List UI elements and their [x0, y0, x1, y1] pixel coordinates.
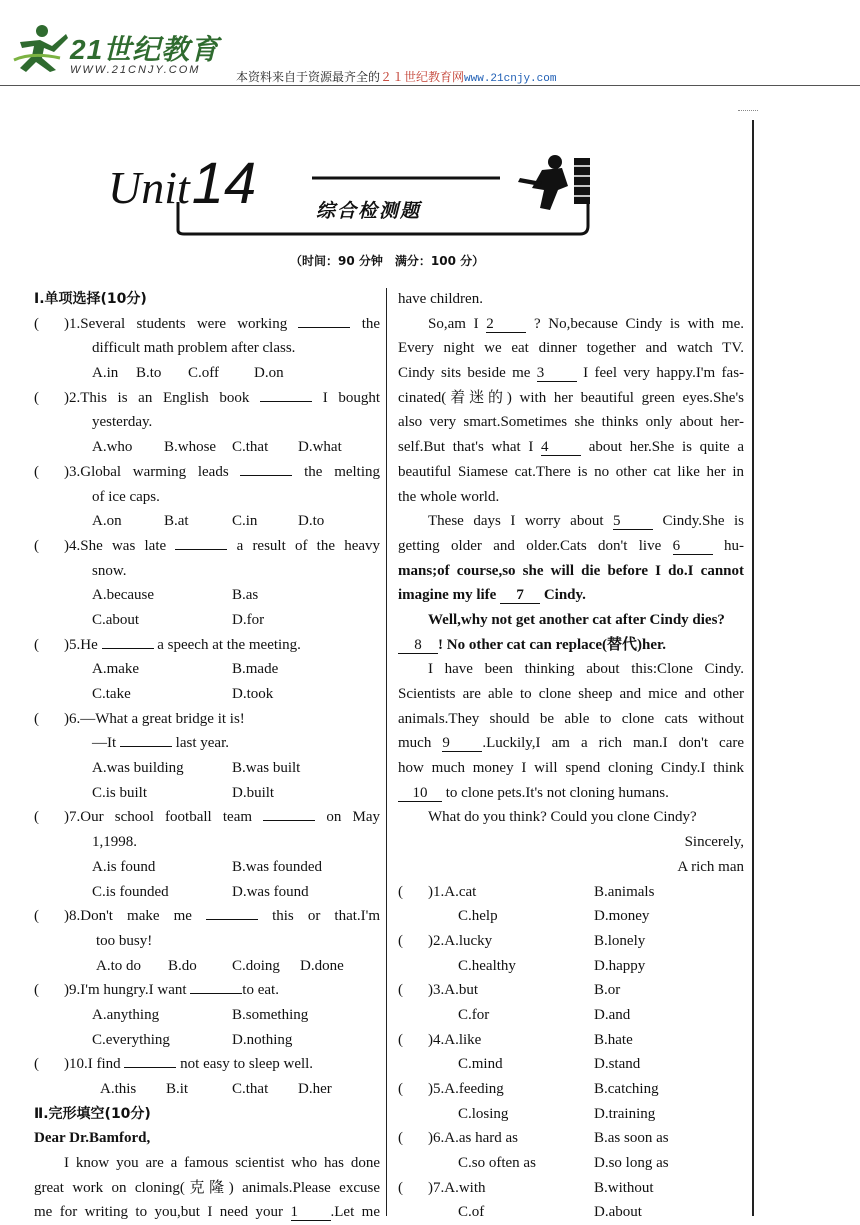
passage-text: imagine my life 7 Cindy.: [398, 587, 586, 604]
cloze-option-row: ( )4.A.like B.hate: [398, 1031, 633, 1048]
question-text: of ice caps.: [92, 488, 160, 505]
options-row: A.on B.at C.in D.to: [92, 513, 325, 530]
letter-closing: Sincerely,: [684, 834, 744, 851]
cloze-blank-10[interactable]: 10: [398, 785, 442, 802]
passage-text: beautiful Siamese cat.There is no other cat like her in: [398, 463, 744, 480]
passage-text: also very smart.Sometimes she thinks only about her-: [398, 414, 744, 431]
cloze-option-row: ( )7.A.with B.without: [398, 1179, 654, 1196]
cloze-blank-6[interactable]: 6: [673, 538, 713, 555]
cloze-blank-5[interactable]: 5: [613, 513, 653, 530]
options-row: A.this B.it C.that D.her: [100, 1081, 332, 1097]
passage-text: cinated(着迷的) with her beautiful green eyes.She's: [398, 389, 744, 406]
options-row: A.make B.made: [92, 661, 279, 678]
question-text: —It last year.: [92, 735, 229, 752]
logo-url: WWW.21CNJY.COM: [70, 64, 201, 76]
question-5: ( )5.He a speech at the meeting.: [34, 636, 301, 653]
question-10: ( )10.I find not easy to sleep well.: [34, 1056, 314, 1073]
cloze-blank-9[interactable]: 9: [442, 735, 482, 752]
source-brand-link[interactable]: ２１世纪教育网: [380, 70, 465, 84]
section-title-part2: Ⅱ.完形填空(10分): [34, 1105, 151, 1122]
question-3: ( )3.Global warming leads the melting: [34, 463, 381, 480]
options-row: A.was building B.was built: [92, 760, 301, 777]
cloze-option-row: C.so often as D.so long as: [458, 1155, 669, 1172]
cloze-option-row: C.help D.money: [458, 908, 650, 925]
question-2: ( )2.This is an English book I bought: [34, 389, 381, 406]
answer-blank[interactable]: [298, 327, 350, 328]
figure-with-books-icon: [518, 155, 590, 210]
question-8: ( )8.Don't make me this or that.I'm: [34, 908, 381, 925]
cloze-blank-4[interactable]: 4: [541, 439, 581, 456]
options-row: C.is built D.built: [92, 784, 275, 801]
question-text: difficult math problem after class.: [92, 340, 296, 357]
letter-text: I know you are a famous scientist who has done: [64, 1155, 380, 1172]
cloze-blank-7[interactable]: 7: [500, 587, 540, 604]
source-note: [236, 68, 556, 85]
cloze-option-row: C.for D.and: [458, 1006, 631, 1023]
question-text: yesterday.: [92, 414, 153, 431]
options-row: A.who B.whose C.that D.what: [92, 439, 342, 456]
passage-text: animals.They should be able to clone cats without: [398, 710, 744, 727]
cloze-blank-3[interactable]: 3: [537, 365, 577, 382]
answer-blank[interactable]: [263, 820, 315, 821]
passage-text: getting older and older.Cats don't live 6 hu-: [398, 537, 745, 554]
column-divider: [386, 288, 387, 1216]
answer-blank[interactable]: [260, 401, 312, 402]
source-prefix: 本资料来自于资源最齐全的: [236, 70, 381, 84]
question-6: ( )6.—What a great bridge it is!: [34, 710, 245, 727]
options-row: A.in B.to C.off D.on: [92, 365, 284, 382]
options-row: A.is found B.was founded: [92, 858, 322, 875]
passage-text: These days I worry about 5 Cindy.She is: [428, 513, 744, 530]
cloze-option-row: ( )3.A.but B.or: [398, 982, 621, 999]
runner-logo-icon: [12, 22, 72, 74]
right-border: [752, 120, 754, 1216]
passage-text: Scientists are able to clone sheep and mice and other: [398, 686, 744, 702]
question-7: ( )7.Our school football team on May: [34, 809, 381, 826]
cloze-blank-1[interactable]: 1: [291, 1204, 331, 1221]
passage-text: mans;of course,so she will die before I do.I cannot: [398, 562, 744, 579]
passage-text: So,am I 2 ? No,because Cindy is with me.: [428, 315, 744, 332]
answer-blank[interactable]: [175, 549, 227, 550]
cloze-option-row: ( )6.A.as hard as B.as soon as: [398, 1130, 669, 1147]
letter-text: me for writing to you,but I need your 1 .Let me: [34, 1204, 380, 1221]
question-text: too busy!: [96, 932, 153, 949]
question-1: ( )1.Several students were working the: [34, 315, 381, 332]
passage-text: self.But that's what I 4 about her.She is quite a: [398, 439, 745, 456]
passage-text: Cindy sits beside me 3 I feel very happy.I'm fas-: [398, 365, 745, 382]
answer-blank[interactable]: [120, 746, 172, 747]
cloze-option-row: C.healthy D.happy: [458, 957, 646, 974]
passage-text: I have been thinking about this:Clone Cindy.: [428, 661, 744, 678]
question-9: ( )9.I'm hungry.I want to eat.: [34, 982, 279, 999]
options-row: C.is founded D.was found: [92, 883, 309, 900]
right-column: [398, 287, 744, 1225]
question-text: snow.: [92, 562, 127, 579]
section-title-part1: Ⅰ.单项选择(10分): [34, 291, 147, 307]
passage-text: have children.: [398, 291, 483, 307]
time-info: （时间：90 分钟 满分：100 分）: [290, 254, 485, 268]
cloze-blank-8[interactable]: 8: [398, 637, 438, 654]
cloze-option-row: ( )5.A.feeding B.catching: [398, 1081, 659, 1097]
options-row: A.to do B.do C.doing D.done: [96, 957, 344, 974]
answer-blank[interactable]: [102, 648, 154, 649]
options-row: C.everything D.nothing: [92, 1031, 293, 1048]
cloze-option-row: ( )1.A.cat B.animals: [398, 883, 655, 900]
cloze-blank-2[interactable]: 2: [486, 316, 526, 333]
title-frame: [170, 150, 610, 240]
question-4: ( )4.She was late a result of the heavy: [34, 537, 381, 554]
passage-text: how much money I will spend cloning Cindy.I think: [398, 760, 744, 777]
cloze-option-row: C.losing D.training: [458, 1105, 656, 1122]
answer-blank[interactable]: [190, 993, 242, 994]
options-row: A.because B.as: [92, 587, 259, 604]
source-url-link[interactable]: www.21cnjy.com: [464, 73, 557, 85]
passage-text: 10 to clone pets.It's not cloning humans.: [398, 781, 744, 806]
answer-blank[interactable]: [124, 1067, 176, 1068]
header-rule: [0, 85, 860, 86]
question-text: 1,1998.: [92, 834, 137, 851]
passage-text: Well,why not get another cat after Cindy dies?: [428, 611, 725, 628]
options-row: C.about D.for: [92, 611, 265, 628]
left-column: [34, 287, 380, 1225]
unit-word: Unit: [108, 162, 190, 213]
letter-greeting: Dear Dr.Bamford,: [34, 1130, 151, 1147]
passage-text: Every night we eat dinner together and watch TV.: [398, 340, 744, 357]
cloze-option-row: C.mind D.stand: [458, 1056, 641, 1073]
options-row: A.anything B.something: [92, 1006, 309, 1023]
passage-text: much 9 .Luckily,I am a rich man.I don't care: [398, 735, 745, 752]
cloze-option-row: C.of D.about: [458, 1204, 642, 1221]
answer-blank[interactable]: [240, 475, 292, 476]
dotted-mark: [738, 110, 758, 111]
cloze-option-row: ( )2.A.lucky B.lonely: [398, 932, 646, 949]
options-row: C.take D.took: [92, 686, 274, 702]
unit-number: 14: [191, 151, 257, 216]
subtitle: 综合检测题: [316, 200, 422, 222]
letter-text: great work on cloning(克隆) animals.Please excuse: [34, 1179, 380, 1196]
logo-text: 21世纪教育: [70, 34, 220, 65]
letter-signature: A rich man: [677, 858, 744, 875]
answer-blank[interactable]: [206, 919, 258, 920]
passage-text: the whole world.: [398, 488, 500, 505]
passage-text: 8 ! No other cat can replace(替代)her.: [398, 633, 744, 658]
passage-text: What do you think? Could you clone Cindy?: [428, 809, 697, 826]
